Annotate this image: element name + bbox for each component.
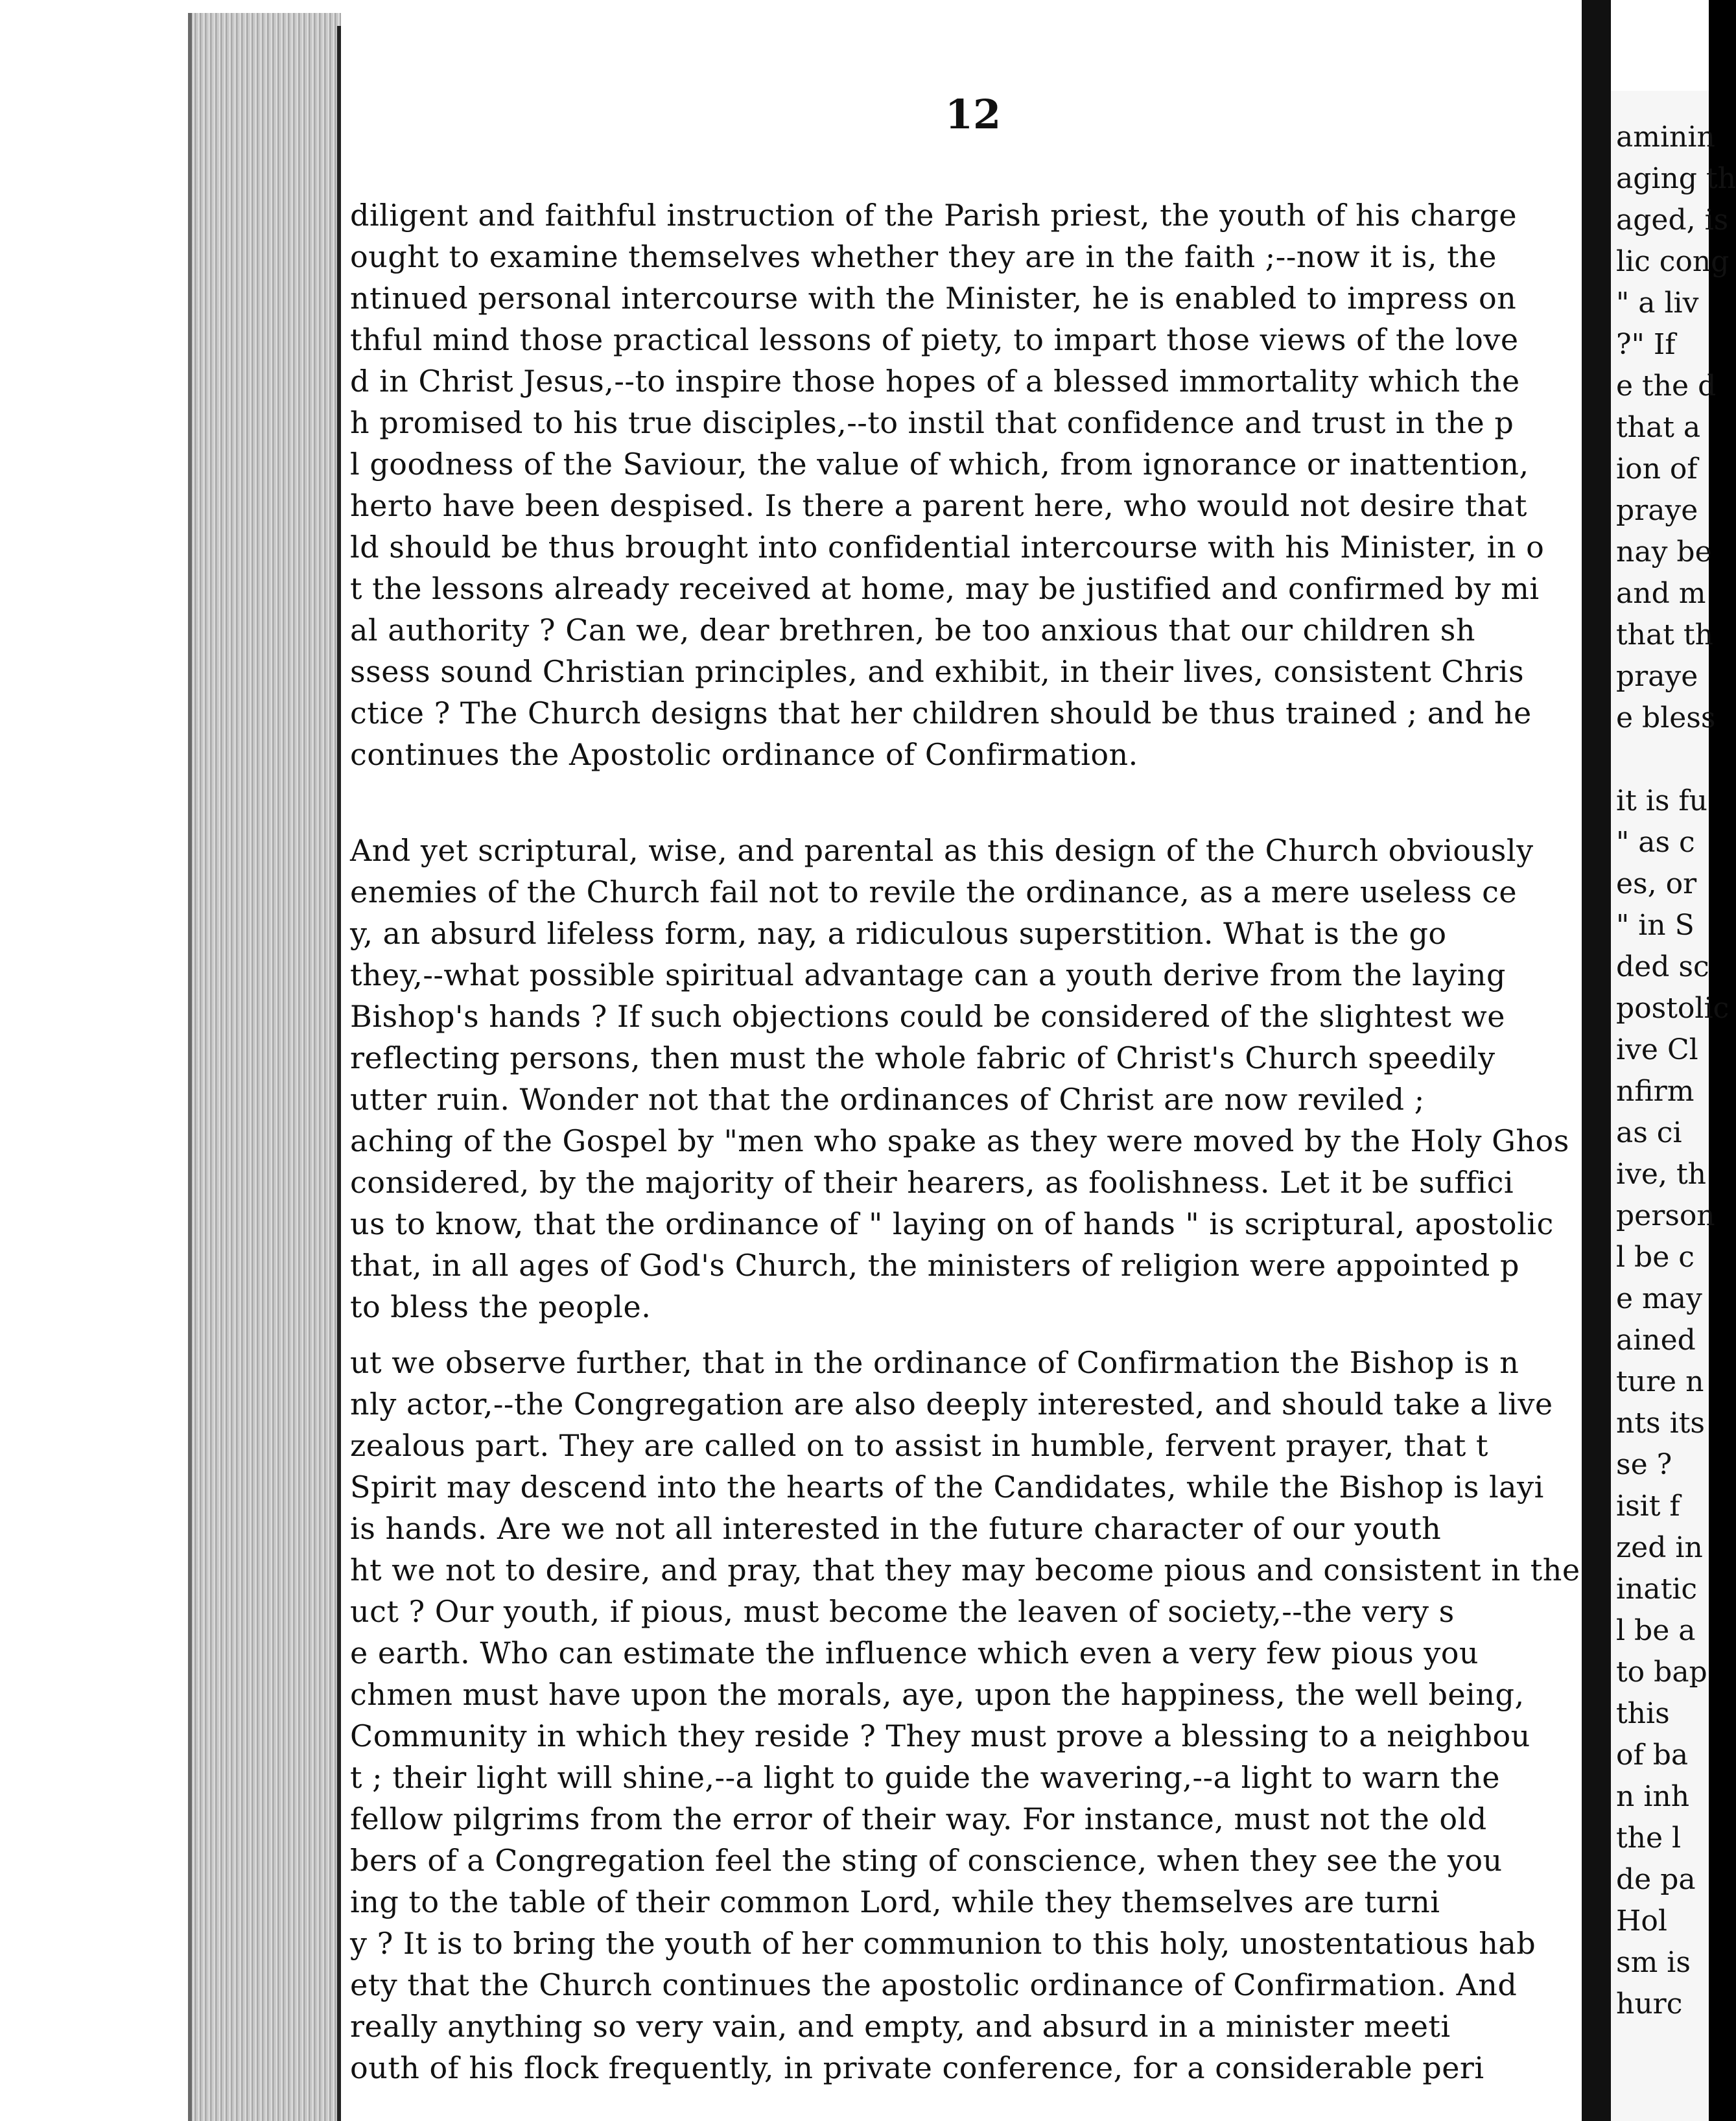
text-line: Community in which they reside ? They must prove a blessing to a neighbou	[350, 1718, 1531, 1753]
right-text-fragment: that a	[1616, 411, 1701, 444]
right-text-fragment: nay be	[1616, 535, 1712, 568]
text-line: aching of the Gospel by "men who spake as they were moved by the Holy Ghos	[350, 1123, 1569, 1158]
text-line: reflecting persons, then must the whole fabric of Christ's Church speedily	[350, 1040, 1496, 1075]
text-line: l goodness of the Saviour, the value of which, from ignorance or inattention,	[350, 447, 1529, 482]
right-text-fragment: hurc	[1616, 1987, 1683, 2021]
right-text-fragment: ded sc	[1616, 950, 1709, 983]
text-line: considered, by the majority of their hearers, as foolishness. Let it be suffici	[350, 1165, 1514, 1200]
text-line: Bishop's hands ? If such objections could be considered of the slightest we	[350, 999, 1506, 1034]
text-line: al authority ? Can we, dear brethren, be too anxious that our children sh	[350, 613, 1476, 648]
text-line: ctice ? The Church designs that her children should be thus trained ; and he	[350, 696, 1532, 731]
text-line: nly actor,--the Congregation are also deeply interested, and should take a live	[350, 1387, 1553, 1422]
right-text-fragment: e bless	[1616, 701, 1716, 734]
right-text-fragment: praye	[1616, 494, 1698, 527]
text-line: ut we observe further, that in the ordinance of Confirmation the Bishop is n	[350, 1345, 1519, 1380]
text-line: Spirit may descend into the hearts of the Candidates, while the Bishop is layi	[350, 1470, 1544, 1505]
text-line: herto have been despised. Is there a parent here, who would not desire that	[350, 488, 1527, 523]
text-line: e earth. Who can estimate the influence which even a very few pious you	[350, 1635, 1479, 1670]
text-line: zealous part. They are called on to assist in humble, fervent prayer, that t	[350, 1428, 1488, 1463]
right-text-fragment: nts its	[1616, 1407, 1705, 1440]
right-text-fragment: de pa	[1616, 1863, 1696, 1896]
right-text-fragment: of ba	[1616, 1739, 1689, 1772]
text-line: continues the Apostolic ordinance of Confirmation.	[350, 737, 1138, 772]
text-line: fellow pilgrims from the error of their way. For instance, must not the old	[350, 1801, 1487, 1836]
text-line: ntinued personal intercourse with the Minister, he is enabled to impress on	[350, 281, 1517, 316]
right-text-fragment: praye	[1616, 660, 1698, 693]
right-text-fragment: aminin	[1616, 121, 1715, 154]
text-line: to bless the people.	[350, 1289, 651, 1324]
right-text-fragment: as ci	[1616, 1116, 1682, 1149]
text-line: y ? It is to bring the youth of her communion to this holy, unostentatious hab	[350, 1926, 1536, 1961]
right-text-fragment: n inh	[1616, 1780, 1690, 1813]
right-text-fragment: sm is	[1616, 1946, 1691, 1979]
right-text-fragment: inatic	[1616, 1573, 1698, 1606]
right-text-fragment: aging th	[1616, 162, 1736, 195]
page-left	[337, 26, 1605, 2121]
text-line: bers of a Congregation feel the sting of conscience, when they see the you	[350, 1843, 1503, 1878]
right-text-fragment: person	[1616, 1199, 1715, 1232]
right-text-fragment: the l	[1616, 1822, 1682, 1855]
text-line: ld should be thus brought into confidential intercourse with his Minister, in o	[350, 530, 1545, 565]
text-line: ought to examine themselves whether they are in the faith ;--now it is, the	[350, 239, 1497, 274]
right-text-fragment: nfirm	[1616, 1075, 1695, 1108]
right-text-fragment	[1616, 739, 1736, 780]
text-line: they,--what possible spiritual advantage can a youth derive from the laying	[350, 957, 1507, 992]
text-line: diligent and faithful instruction of the Parish priest, the youth of his charge	[350, 198, 1518, 233]
text-line: really anything so very vain, and empty, and absurd in a minister meeti	[350, 2009, 1451, 2044]
text-line: is hands. Are we not all interested in the future character of our youth	[350, 1511, 1442, 1546]
paragraph-2	[350, 830, 1608, 1328]
text-line: And yet scriptural, wise, and parental as this design of the Church obviously	[350, 833, 1534, 868]
right-text-fragment: zed in	[1616, 1531, 1703, 1564]
text-line: ht we not to desire, and pray, that they may become pious and consistent in the	[350, 1553, 1580, 1588]
text-line: h promised to his true disciples,--to instil that confidence and trust in the p	[350, 405, 1514, 440]
right-text-fragment: postolic	[1616, 992, 1730, 1025]
right-text-fragment: isit f	[1616, 1490, 1680, 1523]
page-number: 12	[944, 91, 1002, 138]
book-page-edges	[188, 13, 341, 2121]
text-line: ing to the table of their common Lord, while they themselves are turni	[350, 1884, 1440, 1919]
text-line: us to know, that the ordinance of " laying on of hands " is scriptural, apostolic	[350, 1206, 1554, 1241]
right-text-fragment: lic cong	[1616, 245, 1730, 278]
text-line: utter ruin. Wonder not that the ordinances of Christ are now reviled ;	[350, 1082, 1425, 1117]
text-line: ety that the Church continues the apostolic ordinance of Confirmation. And	[350, 1967, 1518, 2002]
right-text-fragment: and m	[1616, 577, 1706, 610]
right-text-fragment: l be c	[1616, 1241, 1695, 1274]
text-line: t the lessons already received at home, may be justified and confirmed by mi	[350, 571, 1540, 606]
text-line: ssess sound Christian principles, and exhibit, in their lives, consistent Chris	[350, 654, 1525, 689]
text-line: that, in all ages of God's Church, the ministers of religion were appointed p	[350, 1248, 1519, 1283]
right-text-fragment: e may	[1616, 1282, 1702, 1315]
right-text-fragment: ive, th	[1616, 1158, 1706, 1191]
right-page-text	[1616, 117, 1736, 2025]
text-line: enemies of the Church fail not to revile the ordinance, as a mere useless ce	[350, 874, 1518, 909]
right-text-fragment: " as c	[1616, 826, 1695, 859]
text-line: d in Christ Jesus,--to inspire those hopes of a blessed immortality which the	[350, 364, 1520, 399]
right-text-fragment: ?" If	[1616, 328, 1676, 361]
paragraph-3	[350, 1342, 1608, 2089]
right-text-fragment: this	[1616, 1697, 1670, 1730]
right-text-fragment: ive Cl	[1616, 1033, 1698, 1066]
text-line: y, an absurd lifeless form, nay, a ridiculous superstition. What is the go	[350, 916, 1447, 951]
page-right-fragment	[1611, 91, 1736, 2121]
right-text-fragment: e the d	[1616, 369, 1717, 403]
right-text-fragment: aged, is	[1616, 204, 1729, 237]
right-text-fragment: it is fu	[1616, 784, 1708, 817]
text-line: t ; their light will shine,--a light to guide the wavering,--a light to warn the	[350, 1760, 1500, 1795]
right-text-fragment: se ?	[1616, 1448, 1672, 1481]
right-text-fragment: " in S	[1616, 909, 1695, 942]
text-line: outh of his flock frequently, in private conference, for a considerable peri	[350, 2050, 1484, 2085]
text-line: chmen must have upon the morals, aye, upon the happiness, the well being,	[350, 1677, 1525, 1712]
paragraph-1	[350, 194, 1608, 775]
right-text-fragment: ained	[1616, 1324, 1696, 1357]
right-text-fragment: l be a	[1616, 1614, 1696, 1647]
right-text-fragment: " a liv	[1616, 287, 1699, 320]
right-text-fragment: ion of	[1616, 452, 1698, 486]
right-text-fragment: that th	[1616, 618, 1713, 651]
right-text-fragment: Hol	[1616, 1904, 1667, 1938]
text-line: uct ? Our youth, if pious, must become the leaven of society,--the very s	[350, 1594, 1455, 1629]
right-text-fragment: es, or	[1616, 867, 1697, 900]
text-line: thful mind those practical lessons of piety, to impart those views of the love	[350, 322, 1519, 357]
right-text-fragment: to bap	[1616, 1656, 1707, 1689]
right-text-fragment: ture n	[1616, 1365, 1704, 1398]
book-gutter	[1582, 0, 1611, 2121]
